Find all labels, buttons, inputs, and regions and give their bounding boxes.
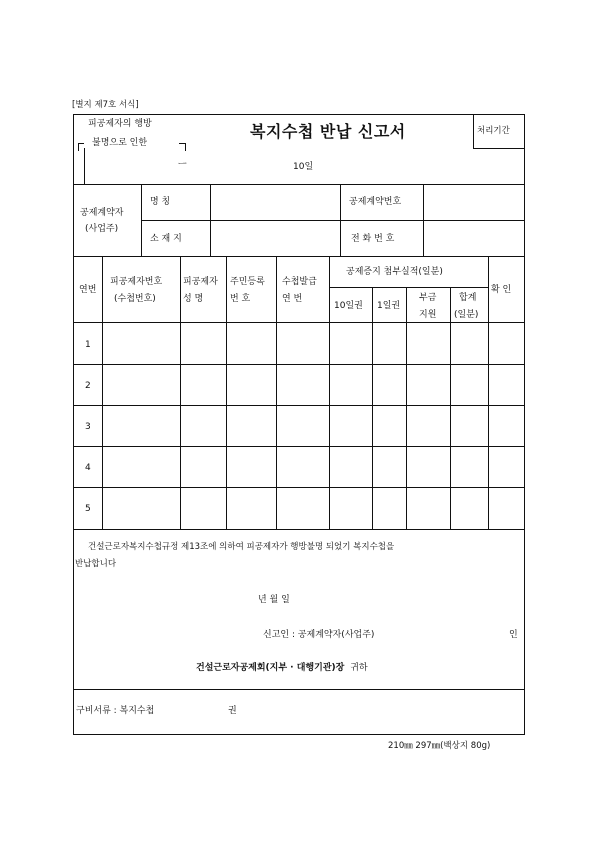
recipient-suffix: 귀하 [350, 663, 368, 673]
reporter-line: 신고인 : 공제계약자(사업주) [263, 630, 375, 640]
col-issue-no-sub: 연 번 [282, 294, 303, 304]
subtitle-line2: 불명으로 인한 [92, 138, 148, 148]
col-member-name-sub: 성 명 [183, 294, 204, 304]
processing-dash: ㅡ [178, 160, 187, 170]
statement-line1: 건설근로자복지수첩규정 제13조에 의하여 피공제자가 행방불명 되었기 복지수첩을 [88, 542, 395, 552]
recipient-line [196, 664, 368, 673]
col-1day-header: 1일권 [377, 301, 401, 311]
col-member-no-header: 피공제자번호 [110, 277, 163, 287]
col-member-name-header: 피공제자 [183, 277, 218, 287]
row-number: 2 [85, 381, 91, 391]
name-label: 명 칭 [150, 197, 171, 207]
col-resident-no-header: 주민등록 [230, 277, 265, 287]
attachment-unit: 권 [228, 706, 237, 716]
row-number: 4 [85, 463, 91, 473]
processing-period: 10일 [293, 162, 314, 172]
col-total-header: 합계 [459, 293, 477, 303]
col-confirm-header: 확 인 [491, 285, 512, 295]
col-seq-header: 연번 [79, 285, 97, 295]
row-number: 5 [85, 504, 91, 514]
row-number: 3 [85, 422, 91, 432]
col-resident-no-sub: 번 호 [230, 294, 251, 304]
form-number: [별지 제7호 서식] [72, 100, 139, 110]
subtitle-line1: 피공제자의 행방 [88, 119, 152, 129]
contractor-label-line1: 공제계약자 [80, 208, 124, 218]
name-field[interactable] [212, 186, 339, 219]
phone-label: 전 화 번 호 [351, 234, 395, 244]
col-10day-header: 10일권 [334, 301, 363, 311]
paper-spec: 210㎜ 297㎜(백상지 80g) [388, 741, 491, 751]
col-member-no-sub: (수첩번호) [114, 294, 156, 304]
page-title: 복지수첩 반납 신고서 [250, 122, 406, 141]
col-issue-no-header: 수첩발급 [282, 277, 317, 287]
row-number: 1 [85, 340, 91, 350]
seal-mark: 인 [509, 630, 518, 640]
recipient-name: 건설근로자공제회(지부 · 대행기관)장 [196, 663, 345, 673]
address-label: 소 재 지 [150, 234, 182, 244]
attachment-label: 구비서류 : 복지수첩 [76, 706, 155, 716]
col-stamps-header: 공제증지 첨부실적(일분) [346, 267, 443, 277]
contract-no-field[interactable] [425, 186, 523, 219]
contractor-label-line2: (사업주) [85, 224, 119, 234]
contract-no-label: 공제계약번호 [349, 197, 402, 207]
col-total-sub: (일분) [454, 310, 479, 320]
col-support-header: 부금 [419, 293, 437, 303]
processing-label: 처리기간 [477, 126, 510, 136]
col-support-sub: 지원 [419, 310, 437, 320]
address-field[interactable] [212, 222, 339, 255]
statement-line2: 반납합니다 [75, 559, 117, 569]
date-line: 년 월 일 [258, 595, 290, 605]
phone-field[interactable] [425, 222, 523, 255]
